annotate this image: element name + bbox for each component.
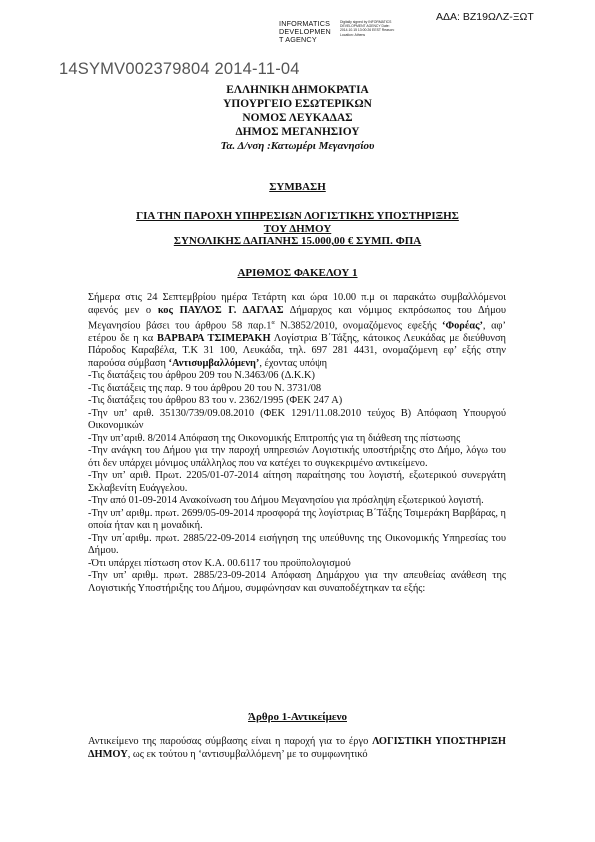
contract-subject — [0, 210, 595, 248]
intro-paragraph: Σήμερα στις 24 Σεπτεμβρίου ημέρα Τετάρτη και ώρα 10.00 π.μ οι παρακάτω συμβαλλόμενοι αφενός μεν ο κος ΠΑΥΛΟΣ Γ. ΔΑΓΛΑΣ Δήμαρχος και νόμιμος εκπρόσωπος του Δήμου Μεγανησίου βάσει του άρθρου 58 $\pi\alpha\rho.1^\alpha$ Ν.3852/2010, ονομαζόμενος εφεξής ‘Φορέας’, αφ’ ετέρου δε η κα ΒΑΡΒΑΡΑ ΤΣΙΜΕΡΑΚΗ Λογίστρια Β΄Τάξης, κάτοικος Λευκάδας με διεύθυνση Πάροδος Καραβέλα, Τ.Κ 31 100, Λευκάδα, τηλ. 697 281 4431, ονομαζόμενη εφ’ εξής στην παρούσα σύμβαση ‘Αντισυμβαλλόμενη’, έχοντας υπόψη — [88, 292, 506, 369]
header-line: ΔΗΜΟΣ ΜΕΓΑΝΗΣΙΟΥ — [235, 126, 360, 138]
contract-title: ΣΥΜΒΑΣΗ — [269, 181, 326, 193]
list-item: -Την υπ’ αριθ. 35130/739/09.08.2010 (ΦΕΚ 1291/11.08.2010 τεύχος Β) Απόφαση Υπουργού Οικονομικών — [88, 407, 506, 432]
contract-body — [88, 292, 506, 595]
list-item: -Την υπ’ αριθ. Πρωτ. 2205/01-07-2014 αίτηση παραίτησης του λογιστή, εξωτερικού συνεργάτη Σκλαβενίτη Ευάγγελου. — [88, 470, 506, 494]
list-item: -Τις διατάξεις της παρ. 9 του άρθρου 20 του Ν. 3731/08 — [88, 382, 322, 394]
subject-line: ΣΥΝΟΛΙΚΗΣ ΔΑΠΑΝΗΣ 15.000,00 € ΣΥΜΠ. ΦΠΑ — [173, 235, 422, 247]
list-item: -Τις διατάξεις του άρθρου 83 του ν. 2362/1995 (ΦΕΚ 247 Α) — [88, 395, 343, 407]
folder-number: ΑΡΙΘΜΟΣ ΦΑΚΕΛΟΥ 1 — [237, 267, 358, 279]
service-name: ΛΟΓΙΣΤΙΚΗ ΥΠΟΣΤΗΡΙΞΗ ΔΗΜΟΥ — [88, 736, 506, 760]
agency-line: DEVELOPMEN — [279, 27, 331, 36]
list-item: -Την υπ΄αριθμ. πρωτ. 2885/22-09-2014 εισήγηση της υπεύθυνης της Οικονομικής Υπηρεσίας του Δήμου. — [88, 532, 506, 557]
list-item: -Ότι υπάρχει πίστωση στον Κ.Α. 00.6117 του προϋπολογισμού — [88, 557, 351, 569]
subject-line: ΓΙΑ ΤΗΝ ΠΑΡΟΧΗ ΥΠΗΡΕΣΙΩΝ ΛΟΓΙΣΤΙΚΗΣ ΥΠΟΣΤΗΡΙΞΗΣ — [136, 210, 459, 222]
document-header — [0, 83, 595, 153]
header-line: ΝΟΜΟΣ ΛΕΥΚΑΔΑΣ — [242, 112, 353, 124]
header-line: ΥΠΟΥΡΓΕΙΟ ΕΣΩΤΕΡΙΚΩΝ — [223, 98, 372, 110]
mayor-name: κος ΠΑΥΛΟΣ Γ. ΔΑΓΛΑΣ — [157, 304, 284, 316]
foreas-term: ‘Φορέας’ — [442, 320, 483, 332]
list-item: -Την ανάγκη του Δήμου για την παροχή υπηρεσιών Λογιστικής υποστήριξης στο Δήμο, λόγω του ότι δεν υπάρχει μόνιμος υπάλληλος που να κατέχει το συγκεκριμένο αντικείμενο. — [88, 445, 506, 469]
accountant-name: ΒΑΡΒΑΡΑ ΤΣΙΜΕΡΑΚΗ — [156, 332, 271, 344]
list-item: -Την υπ’αριθ. 8/2014 Απόφαση της Οικονομικής Επιτροπής για τη διάθεση της πίστωσης — [88, 432, 461, 444]
agency-line: INFORMATICS — [279, 19, 331, 28]
agency-line: T AGENCY — [279, 35, 317, 44]
article-1-title: Άρθρο 1-Αντικείμενο — [248, 711, 347, 723]
digital-signature-agency — [279, 20, 343, 44]
digital-signature-meta: Digitally signed by INFORMATICS DEVELOPMENT AGENCY Date: 2014.10.15 13:00:26 EEST Reason: Location: Athens — [340, 20, 395, 37]
list-item: -Την υπ’ αριθμ. πρωτ. 2885/23-09-2014 Απόφαση Δημάρχου για την απευθείας ανάθεση της Λογιστικής Υποστήριξης του Δήμου, συμφώνησαν και συναποδέχτηκαν τα εξής: — [88, 570, 506, 594]
header-line: ΕΛΛΗΝΙΚΗ ΔΗΜΟΚΡΑΤΙΑ — [226, 84, 369, 96]
ada-code: ΑΔΑ: ΒΖ19ΩΛΖ-ΞΩΤ — [436, 11, 534, 23]
article-1-text: Αντικείμενο της παρούσας σύμβασης είναι η παροχή για το έργο ΛΟΓΙΣΤΙΚΗ ΥΠΟΣΤΗΡΙΞΗ ΔΗΜΟΥ, ως εκ τούτου η ‘αντισυμβαλλόμενη’ με το συμφωνητικό — [88, 736, 506, 760]
list-item: -Την από 01-09-2014 Ανακοίνωση του Δήμου Μεγανησίου για πρόσληψη εξωτερικού λογιστή. — [88, 495, 484, 507]
list-item: -Την υπ’ αριθμ. πρωτ. 2699/05-09-2014 προσφορά της λογίστριας Β΄Τάξης Τσιμεράκη Βαρβάρας, η οποία ήταν και η μοναδική. — [88, 507, 506, 532]
header-address: Τα. Δ/νση :Κατωμέρι Μεγανησίου — [220, 140, 375, 152]
counterparty-term: ‘Αντισυμβαλλόμενη’ — [168, 357, 260, 369]
protocol-number: 14SYMV002379804 2014-11-04 — [59, 60, 300, 78]
list-item: -Τις διατάξεις του άρθρου 209 του Ν.3463/06 (Δ.Κ.Κ) — [88, 370, 315, 382]
subject-line: ΤΟΥ ΔΗΜΟΥ — [263, 222, 332, 235]
